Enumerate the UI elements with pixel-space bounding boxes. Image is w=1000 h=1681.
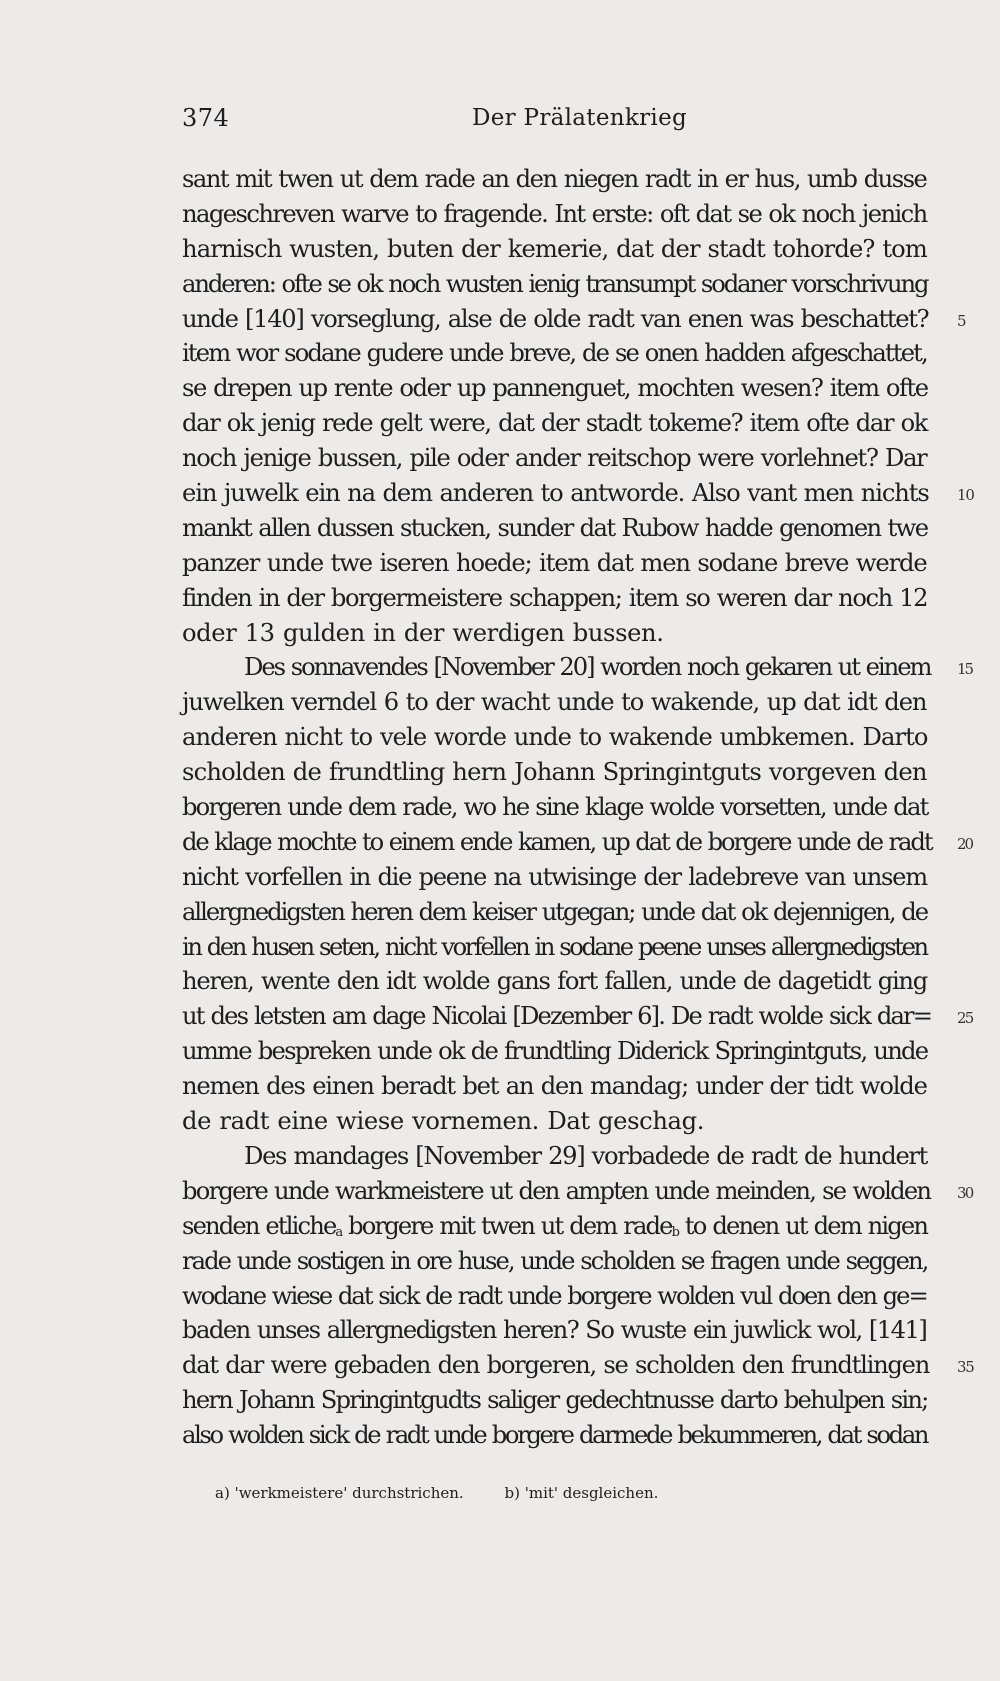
line-text: nemen des einen beradt bet an den mandag; under der tidt wolde xyxy=(182,1072,927,1101)
text-line xyxy=(182,1348,974,1383)
footnote-label: a) xyxy=(215,1484,230,1502)
line-text: ein juwelk ein na dem anderen to antworde. Also vant men nichts xyxy=(182,479,929,508)
footnote-text: 'mit' desgleichen. xyxy=(524,1484,659,1502)
text-line xyxy=(182,964,942,999)
text-line xyxy=(182,1383,942,1418)
line-text: wodane wiese dat sick de radt unde borgere wolden vul doen den ge= xyxy=(182,1281,927,1310)
text-line xyxy=(182,1139,942,1174)
text-line xyxy=(182,546,942,581)
line-text: de klage mochte to einem ende kamen, up dat de borgere unde de radt xyxy=(182,827,932,856)
line-text: to denen ut dem nigen xyxy=(678,1211,928,1240)
text-line xyxy=(182,1034,942,1069)
text-line xyxy=(182,860,942,895)
text-line xyxy=(182,825,972,860)
line-text: dat dar were gebaden den borgeren, se scholden den frundtlingen xyxy=(182,1351,930,1380)
footnote-marker: a xyxy=(335,1224,342,1240)
text-line xyxy=(182,720,942,755)
text-line xyxy=(182,511,942,546)
line-text: hern Johann Springintgudts saliger gedechtnusse darto behulpen sin; xyxy=(182,1386,928,1415)
line-text: borgeren unde dem rade, wo he sine klage wolde vorsetten, unde dat xyxy=(182,793,928,822)
text-line xyxy=(182,197,942,232)
line-text: Des mandages [November 29] vorbadede de radt de hundert xyxy=(244,1141,928,1170)
text-line xyxy=(182,232,942,267)
line-text: oder 13 gulden in der werdigen bussen. xyxy=(182,618,664,647)
text-line xyxy=(182,685,942,720)
text-line xyxy=(182,1174,973,1209)
line-text: borgere unde warkmeistere ut den ampten unde meinden, se wolden xyxy=(182,1176,931,1205)
text-line xyxy=(182,1069,942,1104)
text-line xyxy=(182,790,942,825)
line-text: Des sonnavendes [November 20] worden noch gekaren ut einem xyxy=(244,653,931,682)
line-text: nicht vorfellen in die peene na utwisinge der ladebreve van unsem xyxy=(182,862,927,891)
line-number: 10 xyxy=(957,486,974,505)
footnote-marker: b xyxy=(671,1224,679,1240)
line-text: ut des letsten am dage Nicolai [Dezember 6]. De radt wolde sick dar= xyxy=(182,1002,932,1031)
line-text: harnisch wusten, buten der kemerie, dat der stadt tohorde? tom xyxy=(182,234,927,263)
text-line xyxy=(182,302,966,337)
text-line xyxy=(182,1244,942,1279)
line-text: baden unses allergnedigsten heren? So wuste ein juwlick wol, [141] xyxy=(182,1316,927,1345)
line-text: umme bespreken unde ok de frundtling Diderick Springintguts, unde xyxy=(182,1037,928,1066)
text-line xyxy=(182,1418,942,1453)
line-text: anderen nicht to vele worde unde to wakende umbkemen. Darto xyxy=(182,723,928,752)
line-text: scholden de frundtling hern Johann Springintguts vorgeven den xyxy=(182,758,927,787)
line-text: nageschreven warve to fragende. Int erste: oft dat se ok noch jenich xyxy=(182,199,927,228)
footnote-label: b) xyxy=(504,1484,520,1502)
text-line xyxy=(182,755,942,790)
body-text xyxy=(182,162,974,1453)
text-line xyxy=(182,581,942,616)
text-line xyxy=(182,1209,942,1244)
text-line xyxy=(182,476,974,511)
running-title: Der Prälatenkrieg xyxy=(472,105,687,131)
line-text: noch jenige bussen, pile oder ander reitschop were vorlehnet? Dar xyxy=(182,444,927,473)
page-number: 374 xyxy=(182,104,230,132)
text-line xyxy=(182,650,973,685)
line-text: unde [140] vorseglung, alse de olde radt van enen was beschattet? xyxy=(182,304,929,333)
text-line xyxy=(182,406,942,441)
text-line xyxy=(182,162,942,197)
text-line xyxy=(182,1279,942,1314)
line-text: in den husen seten, nicht vorfellen in sodane peene unses allergnedigsten xyxy=(182,932,927,961)
text-line xyxy=(182,930,942,965)
page-header xyxy=(182,104,952,136)
line-text: rade unde sostigen in ore huse, unde scholden se fragen unde seggen, xyxy=(182,1246,928,1275)
line-text: de radt eine wiese vornemen. Dat geschag. xyxy=(182,1107,705,1136)
text-line xyxy=(182,267,942,302)
footnote-a xyxy=(215,1484,464,1502)
text-line xyxy=(182,371,942,406)
line-text: heren, wente den idt wolde gans fort fallen, unde de dagetidt ging xyxy=(182,967,928,996)
line-text: sant mit twen ut dem rade an den niegen radt in er hus, umb dusse xyxy=(182,165,927,193)
line-number: 35 xyxy=(957,1358,974,1377)
line-number: 25 xyxy=(957,1009,973,1028)
line-text: dar ok jenig rede gelt were, dat der stadt tokeme? item ofte dar ok xyxy=(182,409,928,438)
line-text: se drepen up rente oder up pannenguet, mochten wesen? item ofte xyxy=(182,374,928,403)
line-text: also wolden sick de radt unde borgere darmede bekummeren, dat sodan xyxy=(182,1421,928,1450)
line-text: finden in der borgermeistere schappen; item so weren dar noch 12 xyxy=(182,583,928,612)
text-line xyxy=(182,1313,942,1348)
footnote-b xyxy=(504,1484,658,1502)
footnotes xyxy=(215,1484,915,1502)
line-text: item wor sodane gudere unde breve, de se onen hadden afgeschattet, xyxy=(182,339,927,368)
line-text: senden etliche xyxy=(182,1211,336,1240)
line-number: 30 xyxy=(957,1183,973,1202)
line-text: panzer unde twe iseren hoede; item dat men sodane breve werde xyxy=(182,548,927,577)
text-line xyxy=(182,441,942,476)
line-number: 20 xyxy=(957,834,972,853)
line-text: borgere mit twen ut dem rade xyxy=(341,1211,672,1240)
text-line xyxy=(182,895,942,930)
text-line xyxy=(182,616,942,651)
line-text: allergnedigsten heren dem keiser utgegan; unde dat ok dejennigen, de xyxy=(182,897,928,926)
text-line xyxy=(182,336,942,371)
line-text: mankt allen dussen stucken, sunder dat Rubow hadde genomen twe xyxy=(182,513,928,542)
line-text: juwelken verndel 6 to der wacht unde to wakende, up dat idt den xyxy=(182,688,927,717)
line-number: 5 xyxy=(957,311,966,330)
line-number: 15 xyxy=(957,660,973,679)
line-text: anderen: ofte se ok noch wusten ienig transumpt sodaner vorschrivung xyxy=(182,269,928,298)
text-line xyxy=(182,999,973,1034)
footnote-text: 'werkmeistere' durchstrichen. xyxy=(234,1484,464,1502)
text-line xyxy=(182,1104,942,1139)
